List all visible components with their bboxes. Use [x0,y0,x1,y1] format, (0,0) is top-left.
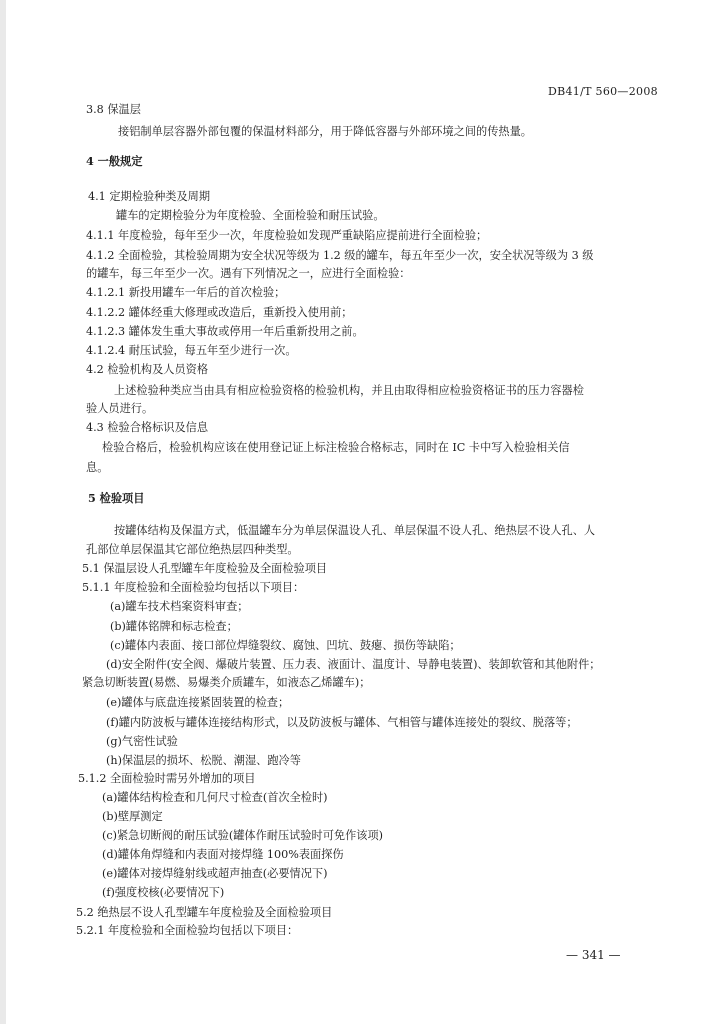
list-item-a: (a)罐车技术档案资料审查； [110,600,249,613]
list-item-h: (h)保温层的损坏、松脱、潮湿、跑冷等 [106,754,301,767]
scan-edge [0,0,6,1024]
extra-item-e: (e)罐体对接焊缝射线或超声抽查(必要情况下) [102,867,328,880]
list-item-c: (c)罐体内表面、接口部位焊缝裂纹、腐蚀、凹坑、鼓瘪、损伤等缺陷； [110,639,461,652]
section-5-1-1: 5.1.1 年度检验和全面检验均包括以下项目： [82,581,305,594]
extra-item-c: (c)紧急切断阀的耐压试验(罐体作耐压试验时可免作该项) [102,829,384,842]
section-4-1-2-cont: 的罐车，每三年至少一次。遇有下列情况之一，应进行全面检验： [86,267,411,280]
section-5-2-heading: 5.2 绝热层不设人孔型罐车年度检验及全面检验项目 [76,906,333,919]
section-5-intro-cont: 孔部位单层保温其它部位绝热层四种类型。 [86,543,299,556]
standard-code: DB41/T 560—2008 [548,85,658,98]
section-4-2-heading: 4.2 检验机构及人员资格 [86,363,209,376]
section-3-8-body: 接铝制单层容器外部包覆的保温材料部分，用于降低容器与外部环境之间的传热量。 [118,125,532,138]
section-4-2-body-cont: 验人员进行。 [86,402,154,415]
list-item-e: (e)罐体与底盘连接紧固装置的检查； [106,696,290,709]
list-item-d-cont: 紧急切断装置(易燃、易爆类介质罐车，如液态乙烯罐车)； [82,676,371,689]
section-3-8-heading: 3.8 保温层 [86,103,141,116]
section-4-1-2-4: 4.1.2.4 耐压试验，每五年至少进行一次。 [86,344,297,357]
page-number: — 341 — [566,948,621,962]
section-4-1-body: 罐车的定期检验分为年度检验、全面检验和耐压试验。 [116,209,385,222]
list-item-f: (f)罐内防波板与罐体连接结构形式，以及防波板与罐体、气相管与罐体连接处的裂纹、脱落等； [106,716,578,729]
section-5-1-heading: 5.1 保温层设人孔型罐车年度检验及全面检验项目 [82,562,328,575]
section-4-1-1: 4.1.1 年度检验，每年至少一次，年度检验如发现严重缺陷应提前进行全面检验； [86,229,488,242]
section-4-3-heading: 4.3 检验合格标识及信息 [86,421,209,434]
section-4-3-body: 检验合格后，检验机构应该在使用登记证上标注检验合格标志，同时在 IC 卡中写入检验相关信 [102,441,570,454]
section-4-1-2-1: 4.1.2.1 新投用罐车一年后的首次检验； [86,286,286,299]
extra-item-b: (b)壁厚测定 [102,810,163,823]
section-4-3-body-cont: 息。 [86,461,109,474]
section-4-heading: 4 一般规定 [86,154,143,168]
section-5-intro: 按罐体结构及保温方式，低温罐车分为单层保温设人孔、单层保温不设人孔、绝热层不设人孔、人 [114,524,596,537]
list-item-d: (d)安全附件(安全阀、爆破片装置、压力表、液面计、温度计、导静电装置)、装卸软管和其他附件； [106,658,601,671]
list-item-b: (b)罐体铭牌和标志检查； [110,620,238,633]
section-4-1-2-2: 4.1.2.2 罐体经重大修理或改造后，重新投入使用前； [86,306,353,319]
extra-item-d: (d)罐体角焊缝和内表面对接焊缝 100%表面探伤 [102,848,344,861]
section-4-1-2: 4.1.2 全面检验，其检验周期为安全状况等级为 1.2 级的罐车，每五年至少一次，安全状况等级为 3 级 [86,249,594,262]
extra-item-f: (f)强度校核(必要情况下) [102,886,225,899]
section-5-2-1: 5.2.1 年度检验和全面检验均包括以下项目： [76,924,299,937]
section-4-1-2-3: 4.1.2.3 罐体发生重大事故或停用一年后重新投用之前。 [86,325,364,338]
section-5-1-2: 5.1.2 全面检验时需另外增加的项目 [78,772,256,785]
section-5-heading: 5 检验项目 [88,491,145,505]
section-4-2-body: 上述检验种类应当由具有相应检验资格的检验机构，并且由取得相应检验资格证书的压力容器检 [114,384,584,397]
extra-item-a: (a)罐体结构检查和几何尺寸检查(首次全检时) [102,791,328,804]
section-4-1-heading: 4.1 定期检验种类及周期 [88,190,211,203]
list-item-g: (g)气密性试验 [106,735,178,748]
